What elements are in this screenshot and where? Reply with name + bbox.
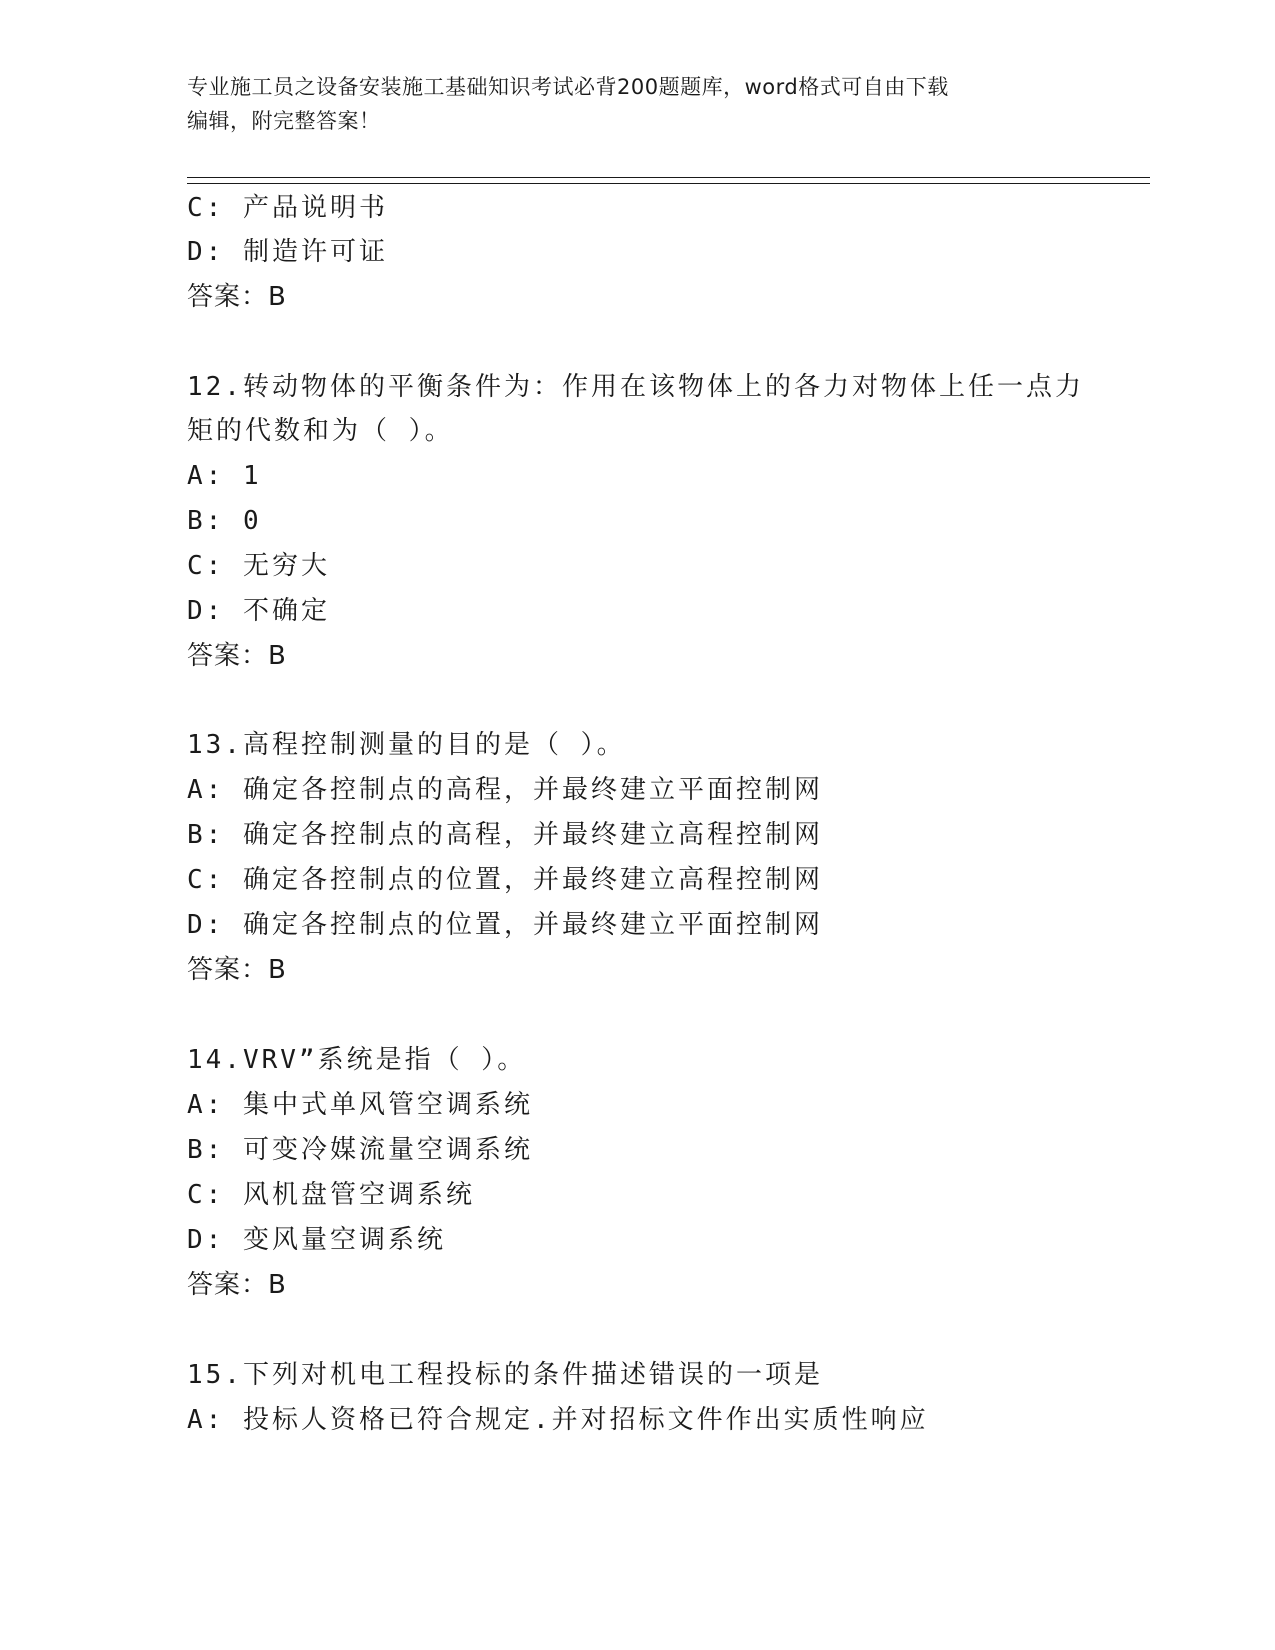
q14-option-a: A: 集中式单风管空调系统 [187, 1090, 533, 1120]
header-line-1: 专业施工员之设备安装施工基础知识考试必背200题题库，word格式可自由下载 [187, 75, 949, 99]
q12-option-a: A: 1 [187, 461, 262, 491]
q14-option-c: C: 风机盘管空调系统 [187, 1180, 475, 1210]
q12-answer: 答案：B [187, 641, 287, 671]
q11-option-d: D: 制造许可证 [187, 237, 388, 267]
q15-option-a: A: 投标人资格已符合规定.并对招标文件作出实质性响应 [187, 1405, 929, 1435]
q15-question: 15.下列对机电工程投标的条件描述错误的一项是 [187, 1360, 823, 1390]
q14-option-b: B: 可变冷媒流量空调系统 [187, 1135, 533, 1165]
q14-answer: 答案：B [187, 1270, 287, 1300]
q13-option-c: C: 确定各控制点的位置，并最终建立高程控制网 [187, 865, 823, 895]
q13-answer: 答案：B [187, 955, 287, 985]
q11-option-c: C: 产品说明书 [187, 193, 388, 223]
q12-option-b: B: 0 [187, 506, 262, 536]
header-rule-bottom [187, 183, 1150, 184]
q14-option-d: D: 变风量空调系统 [187, 1225, 446, 1255]
q13-option-a: A: 确定各控制点的高程，并最终建立平面控制网 [187, 775, 823, 805]
header-rule-top [187, 177, 1150, 178]
q12-question-line-1: 12.转动物体的平衡条件为：作用在该物体上的各力对物体上任一点力 [187, 372, 1084, 402]
document-header [187, 70, 1087, 138]
q11-answer: 答案：B [187, 282, 287, 312]
q12-option-d: D: 不确定 [187, 596, 330, 626]
q13-option-d: D: 确定各控制点的位置，并最终建立平面控制网 [187, 910, 823, 940]
q12-option-c: C: 无穷大 [187, 551, 330, 581]
q12-question-line-2: 矩的代数和为（ ）。 [187, 416, 454, 446]
q14-question: 14.VRV”系统是指（ ）。 [187, 1045, 527, 1075]
q13-option-b: B: 确定各控制点的高程，并最终建立高程控制网 [187, 820, 823, 850]
q13-question: 13.高程控制测量的目的是（ ）。 [187, 730, 626, 760]
header-line-2: 编辑，附完整答案！ [187, 109, 381, 133]
